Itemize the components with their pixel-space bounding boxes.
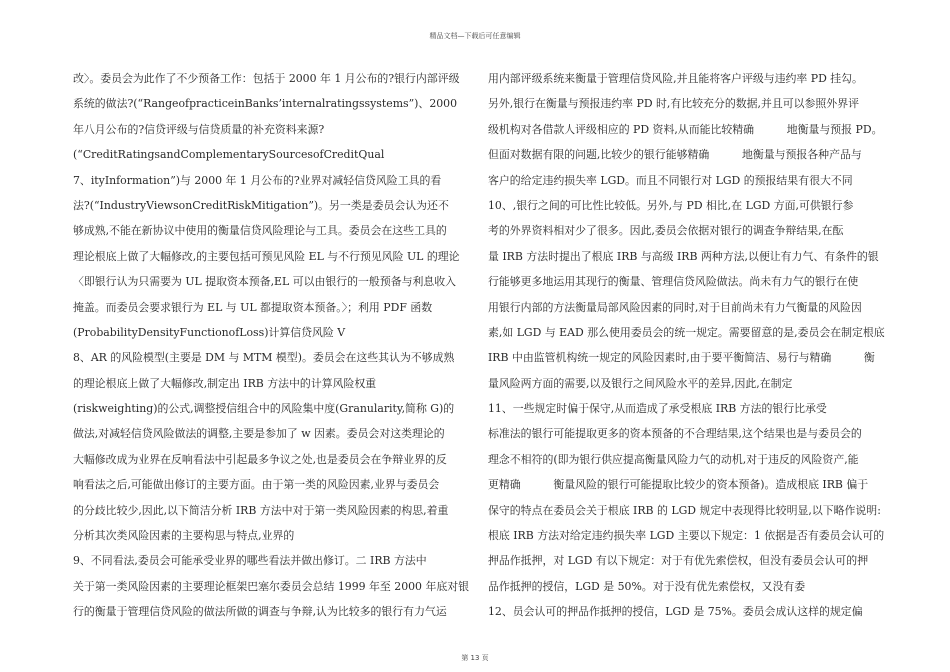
text-line: 理念不相符的(即为银行供应提高衡量风险力气的动机,对于违反的风险资产,能 [488, 452, 859, 466]
text-line: 大幅修改成为业界在反响看法中引起最多争议之处,也是委员会在争辩业界的反 [73, 452, 447, 466]
text-line: 量 IRB 方法时提出了根底 IRB 与高级 IRB 两种方法,以便让有力气、有条件的银 [488, 249, 879, 263]
text-line: 客户的给定违约损失率 LGD。而且不同银行对 LGD 的预报结果有很大不同 [488, 173, 853, 187]
text-line: 系统的做法?(“RangeofpracticeinBanks’internalratingssystems”)、2000 [73, 97, 458, 111]
text-line: (riskweighting)的公式,调整授信组合中的风险集中度(Granularity,简称 G)的 [73, 402, 455, 416]
text-line: 年八月公布的?信贷评级与信贷质量的补充资料来源? [73, 122, 325, 136]
text-line: 行的衡量于管理信贷风险的做法所做的调查与争辩,认为比较多的银行有力气运 [73, 605, 447, 619]
text-line: 的分歧比较少,因此,以下简洁分析 IRB 方法中对于第一类风险因素的构思,着重 [73, 503, 449, 517]
text-line: 〈即银行认为只需要为 UL 提取资本预备,EL 可以由银行的一般预备与利息收入 [73, 275, 457, 289]
text-line: 做法,对减轻信贷风险做法的调整,主要是参加了 w 因素。委员会对这类理论的 [73, 427, 445, 441]
text-line: 保守的特点在委员会关于根底 IRB 的 LGD 规定中表现得比较明显,以下略作说明: [488, 503, 881, 517]
text-line: 素,如 LGD 与 EAD 那么使用委员会的统一规定。需要留意的是,委员会在制定根底 [488, 325, 885, 339]
text-line: 的理论根底上做了大幅修改,制定出 IRB 方法中的计算风险权重 [73, 376, 377, 390]
page-header: 精品文档—下载后可任意编辑 [429, 32, 521, 40]
text-line: (“CreditRatingsandComplementarySourcesofCreditQual [73, 148, 385, 162]
left-text-column [73, 66, 473, 625]
right-text-column [488, 66, 888, 625]
text-line: 但面对数据有限的问题,比较少的银行能够精确 地衡量与预报各种产品与 [488, 148, 862, 162]
text-line: IRB 中由监管机构统一规定的风险因素时,由于要平衡简洁、易行与精确 衡 [488, 351, 875, 365]
text-line: (ProbabilityDensityFunctionofLoss)计算信贷风险 V [73, 325, 346, 339]
text-line: 品作抵押的授信，LGD 是 50%。对于没有优先索偿权，又没有委 [488, 579, 806, 593]
text-line: 另外,银行在衡量与预报违约率 PD 时,有比较充分的数据,并且可以参照外界评 [488, 97, 859, 111]
text-line: 标准法的银行可能提取更多的资本预备的不合理结果,这个结果也是与委员会的 [488, 427, 862, 441]
text-line: 押品作抵押，对 LGD 有以下规定：对于有优先索偿权，但没有委员会认可的押 [488, 554, 869, 568]
text-line: 12、员会认可的押品作抵押的授信，LGD 是 75%。委员会成认这样的规定偏 [488, 605, 863, 619]
text-line: 用内部评级系统来衡量于管理信贷风险,并且能将客户评级与违约率 PD 挂勾。 [488, 72, 863, 85]
text-line: 用银行内部的方法衡量局部风险因素的同时,对于目前尚未有力气衡量的风险因 [488, 300, 862, 314]
text-line: 法?(“IndustryViewsonCreditRiskMitigation”)。另一类是委员会认为还不 [73, 198, 449, 212]
text-line: 8、AR 的风险模型(主要是 DM 与 MTM 模型)。委员会在这些其认为不够成熟 [73, 351, 455, 365]
text-line: 根底 IRB 方法对给定违约损失率 LGD 主要以下规定：1 依据是否有委员会认可的 [488, 529, 885, 543]
text-line: 量风险两方面的需要,以及银行之间风险水平的差异,因此,在制定 [488, 376, 793, 390]
text-line: 考的外界资料相对少了很多。因此,委员会依据对银行的调查争辩结果,在酝 [488, 224, 844, 238]
text-line: 掩盖。而委员会要求银行为 EL 与 UL 都提取资本预备。〉；利用 PDF 函数 [73, 300, 433, 314]
text-line: 理论根底上做了大幅修改,的主要包括可预见风险 EL 与不行预见风险 UL 的理论 [73, 249, 460, 263]
text-line: 7、ityInformation”)与 2000 年 1 月公布的?业界对减轻信贷风险工具的看 [73, 173, 442, 187]
text-line: 9、不同看法,委员会可能承受业界的哪些看法并做出修订。二 IRB 方法中 [73, 554, 427, 568]
text-line: 分析其次类风险因素的主要构思与特点,业界的 [73, 529, 295, 543]
text-line: 改〉。委员会为此作了不少预备工作：包括于 2000 年 1 月公布的?银行内部评级 [73, 72, 460, 85]
text-line: 关于第一类风险因素的主要理论框架巴塞尔委员会总结 1999 年至 2000 年底对银 [73, 579, 470, 593]
text-line: 行能够更多地运用其现行的衡量、管理信贷风险做法。尚未有力气的银行在使 [488, 275, 859, 289]
text-line: 更精确 衡量风险的银行可能提取比较少的资本预备)。造成根底 IRB 偏于 [488, 478, 869, 492]
text-line: 10、,银行之间的可比性比较低。另外,与 PD 相比,在 LGD 方面,可供银行参 [488, 198, 854, 212]
text-line: 够成熟,不能在新协议中使用的衡量信贷风险理论与工具。委员会在这些工具的 [73, 224, 447, 238]
text-line: 响看法之后,可能做出修订的主要方面。由于第一类的风险因素,业界与委员会 [73, 478, 440, 492]
page-number: 第 13 页 [461, 654, 489, 662]
text-line: 11、一些规定时偏于保守,从而造成了承受根底 IRB 方法的银行比承受 [488, 402, 827, 416]
text-line: 级机构对各借款人评级相应的 PD 资料,从而能比较精确 地衡量与预报 PD。 [488, 122, 883, 136]
